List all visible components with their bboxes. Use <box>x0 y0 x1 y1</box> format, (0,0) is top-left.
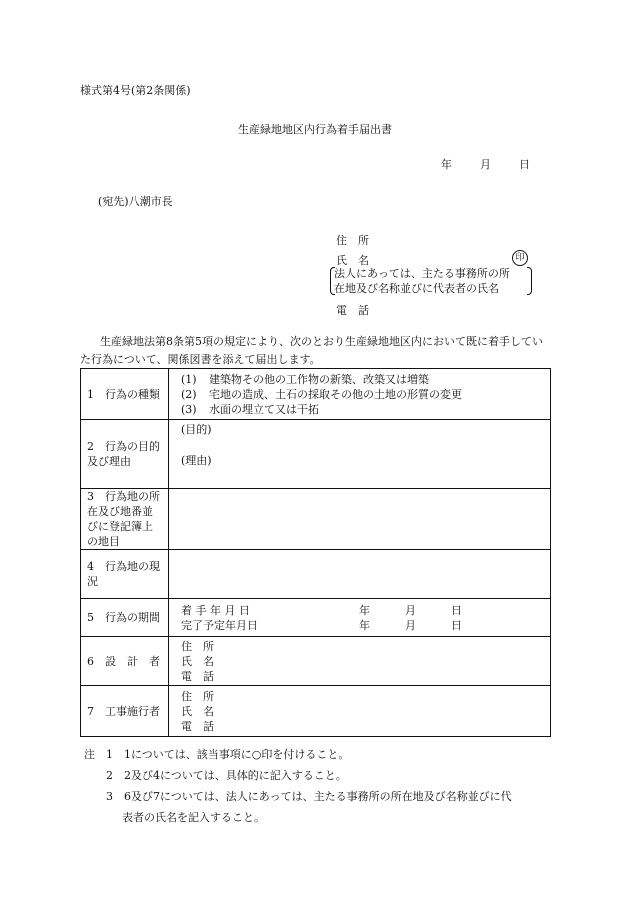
option-number: (2) <box>181 387 197 401</box>
month-unit: 月 <box>405 603 416 617</box>
form-number: 様式第4号(第2条関係) <box>80 84 191 97</box>
note-2: 2 2及び4については、具体的に記入すること。 <box>84 769 347 782</box>
label-line: 況 <box>87 575 98 588</box>
location-field[interactable] <box>169 489 551 550</box>
label-line: 在及び地番並 <box>87 505 153 518</box>
seal-mark: 印 <box>512 250 528 266</box>
contractor-label: 7 工事施行者 <box>81 686 169 737</box>
addressee: (宛先)八潮市長 <box>98 195 173 208</box>
designer-address-label: 住 所 <box>181 639 214 653</box>
purpose-label <box>81 420 169 489</box>
table-row <box>81 420 551 489</box>
applicant-address-label: 住 所 <box>336 234 369 247</box>
table-row <box>81 686 551 737</box>
option-number: (3) <box>181 402 197 416</box>
date-month: 月 <box>480 158 491 171</box>
applicant-phone-label: 電 話 <box>336 304 369 317</box>
contractor-address-label: 住 所 <box>181 689 214 703</box>
label-line: 及び理由 <box>87 455 131 468</box>
location-label <box>81 489 169 550</box>
note-3-continued: 表者の氏名を記入すること。 <box>122 811 265 824</box>
kind-option[interactable] <box>181 387 544 402</box>
label-line: 4 行為地の現 <box>87 560 160 573</box>
current-state-field[interactable] <box>169 550 551 599</box>
month-unit: 月 <box>405 618 416 632</box>
option-number: (1) <box>181 372 197 386</box>
corporate-note-line: 在地及び名称並びに代表者の氏名 <box>334 282 499 295</box>
option-text: 水面の埋立て又は干拓 <box>209 402 319 416</box>
table-row <box>81 489 551 550</box>
day-unit: 日 <box>451 618 462 632</box>
designer-label: 6 設 計 者 <box>81 637 169 686</box>
contractor-name-label: 氏 名 <box>181 704 214 718</box>
note-3: 3 6及び7については、法人にあっては、主たる事務所の所在地及び名称並びに代 <box>84 790 512 803</box>
date-day: 日 <box>519 158 530 171</box>
start-date-row <box>181 603 544 618</box>
period-label: 5 行為の期間 <box>81 599 169 637</box>
label-line: 3 行為地の所 <box>87 490 160 503</box>
intro-paragraph: 生産緑地法第8条第5項の規定により、次のとおり生産緑地地区内において既に着手していた行為について、関係図書を添えて届出します。 <box>80 335 543 366</box>
purpose-field[interactable] <box>169 420 551 489</box>
corporate-note <box>330 266 532 296</box>
designer-field[interactable] <box>169 637 551 686</box>
purpose-subtitle: (目的) <box>181 423 212 436</box>
table-row <box>81 550 551 599</box>
contractor-phone-label: 電 話 <box>181 719 214 733</box>
kind-options <box>169 369 551 420</box>
option-text: 宅地の造成、土石の採取その他の土地の形質の変更 <box>209 387 462 401</box>
kind-option[interactable] <box>181 372 544 387</box>
date-year: 年 <box>441 158 452 171</box>
option-text: 建築物その他の工作物の新築、改築又は増築 <box>209 372 429 386</box>
kind-option[interactable] <box>181 402 544 417</box>
designer-name-label: 氏 名 <box>181 654 214 668</box>
current-state-label <box>81 550 169 599</box>
end-date-row <box>181 618 544 633</box>
note-1: 注 1 1については、該当事項に○印を付けること。 <box>84 748 350 761</box>
corporate-note-line: 法人にあっては、主たる事務所の所 <box>334 267 510 280</box>
label-line: びに登記簿上 <box>87 520 153 533</box>
start-date-label: 着 手 年 月 日 <box>181 603 250 617</box>
contractor-field[interactable] <box>169 686 551 737</box>
year-unit: 年 <box>359 618 370 632</box>
kind-label: 1 行為の種類 <box>81 369 169 420</box>
document-title: 生産緑地地区内行為着手届出書 <box>238 123 392 136</box>
table-row <box>81 599 551 637</box>
designer-phone-label: 電 話 <box>181 669 214 683</box>
end-date-label: 完了予定年月日 <box>181 618 258 632</box>
applicant-name-label: 氏 名 <box>336 254 369 267</box>
notes <box>84 744 554 828</box>
reason-subtitle: (理由) <box>181 454 212 467</box>
table-row <box>81 637 551 686</box>
label-line: の地目 <box>87 535 120 548</box>
label-line: 2 行為の目的 <box>87 440 160 453</box>
date-line <box>441 156 530 172</box>
table-row <box>81 369 551 420</box>
year-unit: 年 <box>359 603 370 617</box>
period-field[interactable] <box>169 599 551 637</box>
application-table <box>80 368 551 737</box>
day-unit: 日 <box>451 603 462 617</box>
